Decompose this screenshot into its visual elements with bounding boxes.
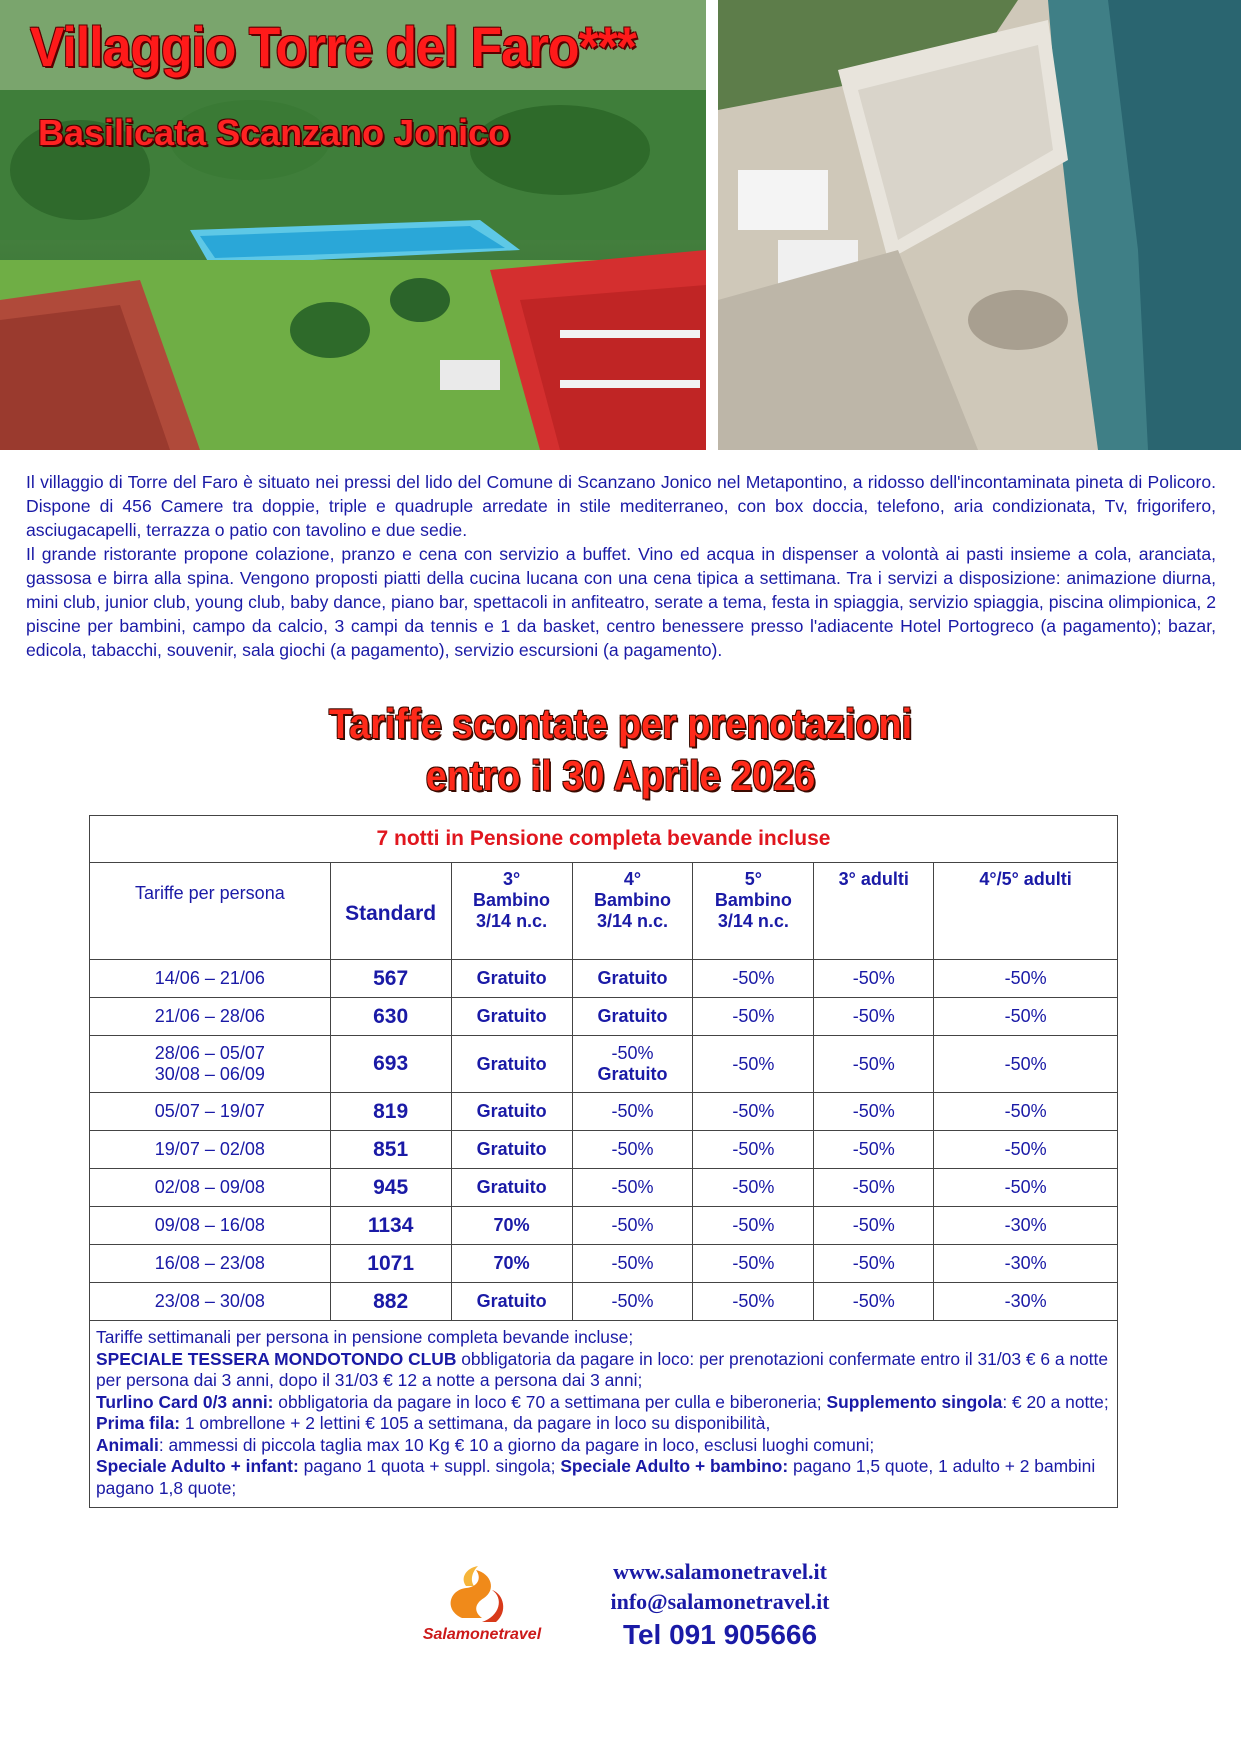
table-row (90, 1169, 1118, 1207)
period-cell-line: 21/06 – 28/06 (154, 1006, 265, 1026)
adult3-cell: -50% (814, 1169, 934, 1207)
child4-cell-line: Gratuito (597, 1064, 668, 1084)
note-text: : ammessi di piccola taglia max 10 Kg € 10 a giorno da pagare in loco, esclusi luoghi comuni; (158, 1434, 875, 1455)
child3-cell: Gratuito (451, 1283, 572, 1321)
note-line (96, 1435, 1111, 1457)
child4-cell-line: Gratuito (597, 1006, 668, 1026)
standard-price-cell: 945 (330, 1169, 451, 1207)
header-line: 5° (744, 869, 762, 889)
logo-mark-icon (404, 1560, 560, 1630)
note-text: obbligatoria da pagare in loco: per prenotazioni confermate entro il 31/03 € 6 a notte per persona dai 3 anni, dopo il 31/03 € 12 a notte a persona dai 3 anni; (96, 1348, 1109, 1390)
child4-cell (572, 1036, 693, 1093)
adult3-cell: -50% (814, 1283, 934, 1321)
child3-cell: Gratuito (451, 1036, 572, 1093)
adult45-cell: -50% (934, 1131, 1118, 1169)
header-standard: Standard (330, 863, 451, 960)
child5-cell: -50% (693, 1131, 814, 1169)
period-cell (90, 1245, 331, 1283)
logo-text: Salamonetravel (422, 1626, 542, 1643)
adult3-cell: -50% (814, 998, 934, 1036)
table-title: 7 notti in Pensione completa bevande incluse (90, 816, 1118, 863)
note-line (96, 1456, 1111, 1499)
header-line: 3/14 n.c. (476, 911, 548, 931)
period-cell-line: 28/06 – 05/07 (154, 1043, 265, 1063)
child4-cell (572, 1283, 693, 1321)
note-text: pagano 1,5 quote, 1 adulto + 2 bambini pagano 1,8 quote; (96, 1456, 1096, 1498)
standard-price-cell: 567 (330, 960, 451, 998)
header-line: Bambino (593, 890, 671, 910)
header-line: 3° (502, 869, 521, 889)
note-bold: Prima fila: (96, 1413, 181, 1433)
child4-cell (572, 1207, 693, 1245)
child4-cell-line: -50% (611, 1253, 654, 1273)
period-cell (90, 960, 331, 998)
child3-cell: Gratuito (451, 960, 572, 998)
header-child4 (572, 863, 693, 960)
header-adult3: 3° adulti (814, 863, 934, 960)
note-bold: Turlino Card 0/3 anni: (96, 1391, 274, 1412)
note-bold: Speciale Adulto + bambino: (555, 1456, 789, 1476)
header-child3 (451, 863, 572, 960)
adult3-cell: -50% (814, 1207, 934, 1245)
note-line (96, 1413, 1111, 1435)
contact-block (570, 1557, 870, 1653)
header-line: Bambino (473, 890, 551, 910)
table-row (90, 1093, 1118, 1131)
child3-cell: 70% (451, 1207, 572, 1245)
period-cell-line: 19/07 – 02/08 (154, 1139, 265, 1159)
price-table (89, 815, 1118, 1508)
child3-cell: Gratuito (451, 1093, 572, 1131)
child5-cell: -50% (693, 1283, 814, 1321)
note-line (96, 1392, 1111, 1414)
child3-cell: Gratuito (451, 1131, 572, 1169)
period-cell (90, 1283, 331, 1321)
note-bold: SPECIALE TESSERA MONDOTONDO CLUB (96, 1348, 457, 1369)
child4-cell-line: -50% (611, 1177, 654, 1197)
note-line (96, 1349, 1111, 1392)
adult3-cell: -50% (814, 1093, 934, 1131)
adult45-cell: -50% (934, 1169, 1118, 1207)
adult45-cell: -50% (934, 1093, 1118, 1131)
period-cell-line: 02/08 – 09/08 (154, 1177, 265, 1197)
period-cell (90, 1036, 331, 1093)
header-persona: Tariffe per persona (90, 863, 331, 960)
phone-number[interactable]: Tel 091 905666 (622, 1619, 818, 1650)
adult45-cell: -50% (934, 998, 1118, 1036)
child5-cell: -50% (693, 1245, 814, 1283)
note-bold: Supplemento singola (821, 1391, 1003, 1412)
table-row (90, 1245, 1118, 1283)
standard-price-cell: 693 (330, 1036, 451, 1093)
child4-cell (572, 1093, 693, 1131)
period-cell (90, 1093, 331, 1131)
adult3-cell: -50% (814, 1036, 934, 1093)
period-cell-line: 14/06 – 21/06 (154, 968, 265, 988)
description (26, 470, 1216, 662)
note-text: pagano 1 quota + suppl. singola; (298, 1456, 556, 1476)
table-row (90, 1036, 1118, 1093)
beach-illustration (718, 0, 1241, 450)
adult3-cell: -50% (814, 1245, 934, 1283)
standard-price-cell: 1134 (330, 1207, 451, 1245)
adult45-cell: -30% (934, 1283, 1118, 1321)
salamonetravel-logo (404, 1560, 560, 1646)
note-text: obbligatoria da pagare in loco € 70 a settimana per culla e biberoneria; (273, 1391, 822, 1412)
child4-cell-line: Gratuito (597, 968, 668, 988)
child5-cell: -50% (693, 998, 814, 1036)
period-cell-line: 05/07 – 19/07 (154, 1101, 265, 1121)
child4-cell (572, 1131, 693, 1169)
child4-cell-line: -50% (611, 1101, 654, 1121)
period-cell-line: 30/08 – 06/09 (154, 1064, 265, 1084)
period-cell (90, 998, 331, 1036)
child4-cell (572, 998, 693, 1036)
adult45-cell: -30% (934, 1245, 1118, 1283)
header-line: 3/14 n.c. (596, 911, 668, 931)
adult45-cell: -30% (934, 1207, 1118, 1245)
adult45-cell: -50% (934, 1036, 1118, 1093)
period-cell-line: 16/08 – 23/08 (154, 1253, 265, 1273)
period-cell-line: 23/08 – 30/08 (154, 1291, 265, 1311)
child4-cell (572, 1245, 693, 1283)
child5-cell: -50% (693, 1036, 814, 1093)
child4-cell (572, 960, 693, 998)
description-paragraph: Il villaggio di Torre del Faro è situato nei pressi del lido del Comune di Scanzano Jonico nel Metapontino, a ridosso dell'incontaminata pineta di Policoro. Dispone di 456 Camere tra doppie, triple e quadruple arredate in stile mediterraneo, con box doccia, telefono, aria condizionata, Tv, frigorifero, asciugacapelli, terrazza o patio con tavolino e due sedie. (26, 472, 1216, 540)
standard-price-cell: 819 (330, 1093, 451, 1131)
adult45-cell: -50% (934, 960, 1118, 998)
table-row (90, 998, 1118, 1036)
adult3-cell: -50% (814, 1131, 934, 1169)
beach-photo (718, 0, 1241, 450)
description-paragraph: Il grande ristorante propone colazione, pranzo e cena con servizio a buffet. Vino ed acqua in dispenser a volontà ai pasti insieme a cola, aranciata, gassosa e birra alla spina. Vengono proposti piatti della cucina lucana con una cena tipica a settimana. Tra i servizi a disposizione: animazione diurna, mini club, junior club, young club, baby dance, piano bar, spettacoli in anfiteatro, serate a tema, festa in spiaggia, servizio spiaggia, piscina olimpionica, 2 piscine per bambini, campo da calcio, 3 campi da tennis e 1 da basket, centro benessere presso l'adiacente Hotel Portogreco (a pagamento); bazar, edicola, tabacchi, souvenir, sala giochi (a pagamento), servizio escursioni (a pagamento). (26, 544, 1216, 660)
period-cell (90, 1207, 331, 1245)
child4-cell-line: -50% (611, 1043, 654, 1063)
child4-cell-line: -50% (611, 1291, 654, 1311)
table-row (90, 960, 1118, 998)
note-line: Tariffe settimanali per persona in pensione completa bevande incluse; (96, 1327, 634, 1347)
email-link[interactable]: info@salamonetravel.it (610, 1589, 830, 1614)
child4-cell-line: -50% (611, 1215, 654, 1235)
table-row (90, 1207, 1118, 1245)
child5-cell: -50% (693, 960, 814, 998)
standard-price-cell: 1071 (330, 1245, 451, 1283)
note-bold: Animali (96, 1434, 159, 1455)
page-title: Villaggio Torre del Faro*** (30, 15, 636, 78)
child5-cell: -50% (693, 1169, 814, 1207)
note-text: : € 20 a notte; (1002, 1391, 1109, 1412)
adult3-cell: -50% (814, 960, 934, 998)
promo-heading-line1: Tariffe scontate per prenotazioni (328, 700, 913, 747)
period-cell (90, 1169, 331, 1207)
period-cell (90, 1131, 331, 1169)
header-line: 3/14 n.c. (717, 911, 789, 931)
header-line: 4° (623, 869, 642, 889)
child4-cell (572, 1169, 693, 1207)
note-text: 1 ombrellone + 2 lettini € 105 a settimana, da pagare in loco su disponibilità, (180, 1413, 771, 1433)
child3-cell: Gratuito (451, 1169, 572, 1207)
header-adult45: 4°/5° adulti (934, 863, 1118, 960)
table-header-row (90, 863, 1118, 960)
child4-cell-line: -50% (611, 1139, 654, 1159)
child5-cell: -50% (693, 1093, 814, 1131)
note-bold: Speciale Adulto + infant: (96, 1456, 299, 1476)
website-link[interactable]: www.salamonetravel.it (613, 1559, 827, 1584)
child5-cell: -50% (693, 1207, 814, 1245)
standard-price-cell: 882 (330, 1283, 451, 1321)
standard-price-cell: 851 (330, 1131, 451, 1169)
period-cell-line: 09/08 – 16/08 (154, 1215, 265, 1235)
table-row (90, 1131, 1118, 1169)
standard-price-cell: 630 (330, 998, 451, 1036)
promo-heading-line2: entro il 30 Aprile 2026 (425, 752, 816, 799)
child3-cell: 70% (451, 1245, 572, 1283)
table-notes (90, 1321, 1118, 1508)
table-row (90, 1283, 1118, 1321)
child3-cell: Gratuito (451, 998, 572, 1036)
location-subtitle: Basilicata Scanzano Jonico (38, 112, 511, 153)
header-line: Bambino (714, 890, 792, 910)
header-child5 (693, 863, 814, 960)
